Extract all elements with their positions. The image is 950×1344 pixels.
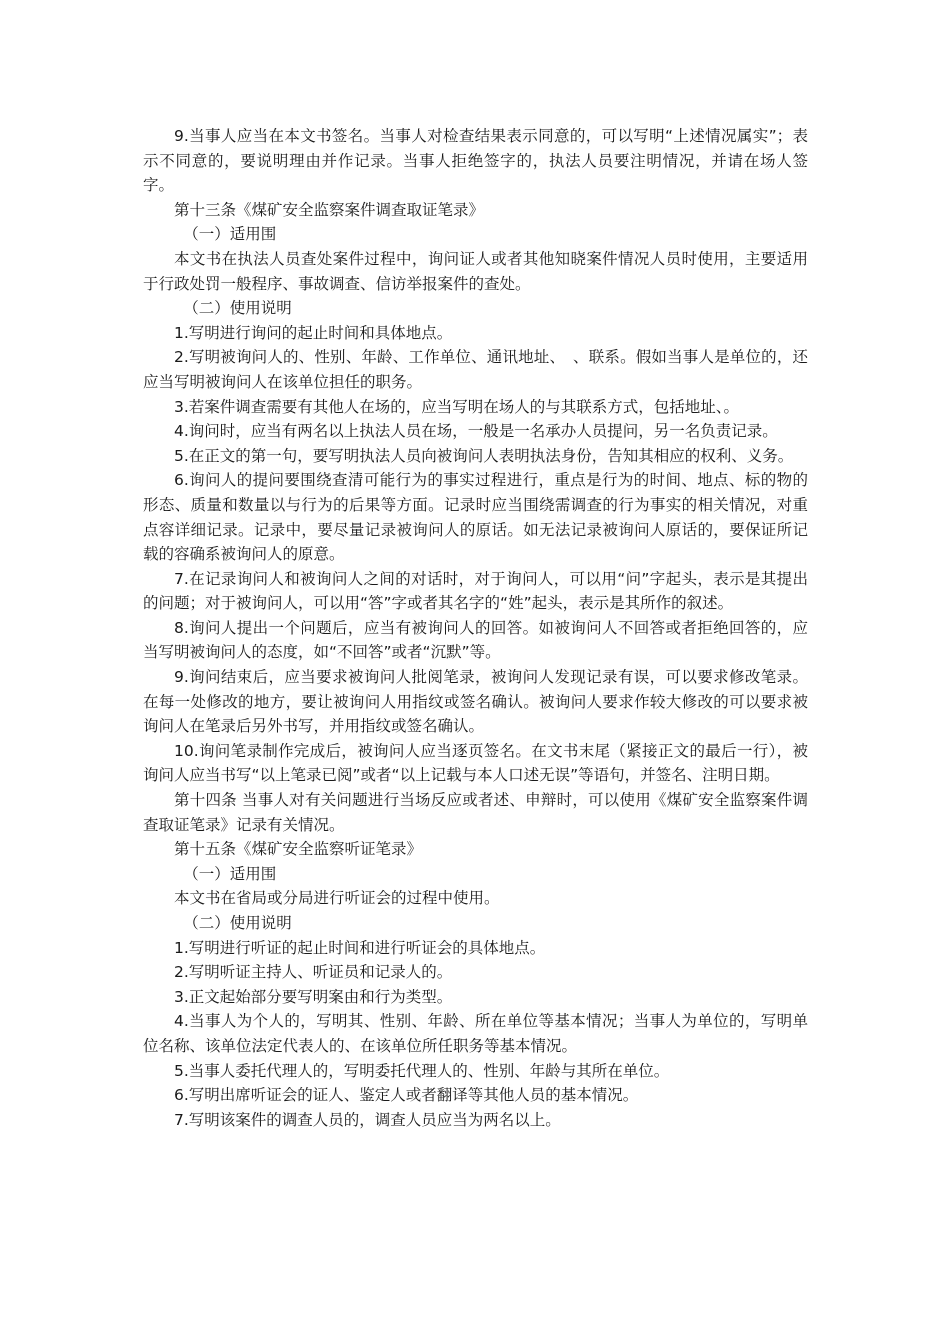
- paragraph-item-8: 8.询问人提出一个问题后，应当有被询问人的回答。如被询问人不回答或者拒绝回答的，应当写明被询问人的态度，如“不回答”或者“沉默”等。: [143, 618, 808, 662]
- section-scope-heading-2: （一）适用围: [183, 864, 277, 883]
- paragraph-item-1: 1.写明进行询问的起止时间和具体地点。: [174, 323, 453, 342]
- paragraph-item-7: 7.在记录询问人和被询问人之间的对话时，对于询问人，可以用“问”字起头，表示是其提出的问题；对于被询问人，可以用“答”字或者其名字的“姓”起头，表示是其所作的叙述。: [143, 569, 808, 613]
- paragraph-item-6: 6.询问人的提问要围绕查清可能行为的事实过程进行，重点是行为的时间、地点、标的物的形态、质量和数量以与行为的后果等方面。记录时应当围绕需调查的行为事实的相关情况，对重点容详细记录。记录中，要尽量记录被询问人的原话。如无法记录被询问人原话的，要保证所记载的容确系被询问人的原意。: [143, 471, 808, 564]
- paragraph-item-9: 9.当事人应当在本文书签名。当事人对检查结果表示同意的，可以写明“上述情况属实”；表示不同意的，要说明理由并作记录。当事人拒绝签字的，执法人员要注明情况，并请在场人签字。: [143, 127, 808, 195]
- paragraph-item-9b: 9.询问结束后，应当要求被询问人批阅笔录，被询问人发现记录有误，可以要求修改笔录。在每一处修改的地方，要让被询问人用指纹或签名确认。被询问人要求作较大修改的可以要求被询问人在笔录后另外书写，并用指纹或签名确认。: [143, 668, 808, 736]
- section-scope-heading: （一）适用围: [183, 225, 277, 244]
- paragraph-item-4: 4.询问时，应当有两名以上执法人员在场，一般是一名承办人员提问，另一名负责记录。: [174, 422, 778, 441]
- paragraph-hearing-item-7: 7.写明该案件的调查人员的，调查人员应当为两名以上。: [174, 1110, 561, 1129]
- paragraph-item-2: 2.写明被询问人的、性别、年龄、工作单位、通讯地址、 、联系。假如当事人是单位的，还应当写明被询问人在该单位担任的职务。: [143, 348, 808, 391]
- paragraph-hearing-item-1: 1.写明进行听证的起止时间和进行听证会的具体地点。: [174, 938, 546, 957]
- article-15-heading: 第十五条《煤矿安全监察听证笔录》: [174, 840, 423, 859]
- paragraph-hearing-item-4: 4.当事人为个人的，写明其、性别、年龄、所在单位等基本情况；当事人为单位的，写明单位名称、该单位法定代表人的、在该单位所任职务等基本情况。: [143, 1012, 808, 1055]
- paragraph-hearing-item-2: 2.写明听证主持人、听证员和记录人的。: [174, 963, 453, 982]
- paragraph-item-5: 5.在正文的第一句，要写明执法人员向被询问人表明执法身份，告知其相应的权利、义务。: [174, 446, 794, 465]
- paragraph-item-3: 3.若案件调查需要有其他人在场的，应当写明在场人的与其联系方式，包括地址、。: [174, 397, 740, 416]
- paragraph-hearing-item-6: 6.写明出席听证会的证人、鉴定人或者翻译等其他人员的基本情况。: [174, 1086, 639, 1105]
- article-14-paragraph: 第十四条 当事人对有关问题进行当场反应或者述、申辩时，可以使用《煤矿安全监察案件调查取证笔录》记录有关情况。: [143, 791, 808, 834]
- paragraph-hearing-item-5: 5.当事人委托代理人的，写明委托代理人的、性别、年龄与其所在单位。: [174, 1061, 670, 1080]
- section-usage-heading-2: （二）使用说明: [183, 914, 292, 932]
- paragraph-item-10: 10.询问笔录制作完成后，被询问人应当逐页签名。在文书末尾（紧接正文的最后一行），被询问人应当书写“以上笔录已阅”或者“以上记载与本人口述无误”等语句，并签名、注明日期。: [143, 741, 808, 785]
- article-13-heading: 第十三条《煤矿安全监察案件调查取证笔录》: [174, 200, 485, 219]
- paragraph-scope-body-2: 本文书在省局或分局进行听证会的过程中使用。: [174, 889, 500, 908]
- document-page: [143, 124, 808, 1132]
- paragraph-hearing-item-3: 3.正文起始部分要写明案由和行为类型。: [174, 987, 453, 1006]
- paragraph-scope-body: 本文书在执法人员查处案件过程中，询问证人或者其他知晓案件情况人员时使用，主要适用于行政处罚一般程序、事故调查、信访举报案件的查处。: [143, 249, 808, 293]
- section-usage-heading: （二）使用说明: [183, 299, 292, 318]
